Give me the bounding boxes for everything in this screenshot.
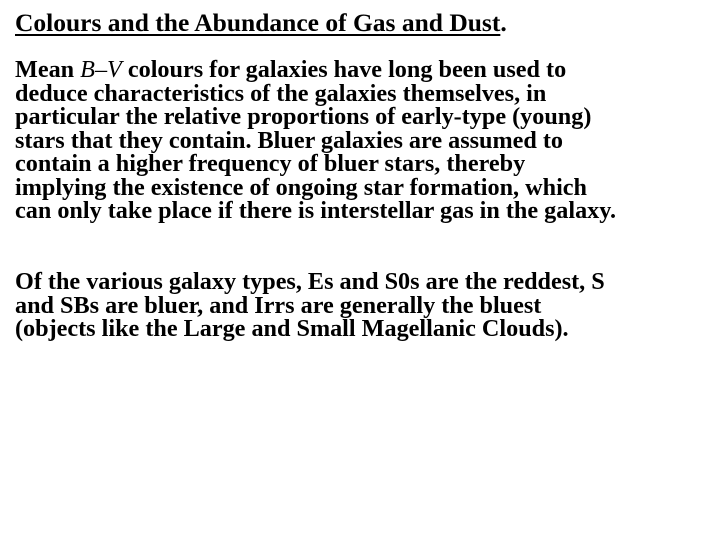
paragraph-1-line-4: stars that they contain. Bluer galaxies are assumed to xyxy=(15,126,564,154)
paragraph-1-line-1-prefix: Mean xyxy=(15,56,81,83)
slide-title xyxy=(15,6,507,40)
paragraph-1-line-3: particular the relative proportions of early-type (young) xyxy=(15,103,592,130)
paragraph-2-line-2: and SBs are bluer, and Irrs are generally the bluest xyxy=(15,291,542,319)
paragraph-2-line-3: (objects like the Large and Small Magellanic Clouds). xyxy=(15,315,569,342)
slide-title-text: Colours and the Abundance of Gas and Dust xyxy=(15,8,501,37)
b-minus-v-colour-index: B–V xyxy=(80,56,122,83)
slide-title-period: . xyxy=(500,8,507,37)
paragraph-1-line-2: deduce characteristics of the galaxies themselves, in xyxy=(15,79,547,107)
paragraph-2-line-1: Of the various galaxy types, Es and S0s are the reddest, S xyxy=(15,268,605,295)
paragraph-galaxy-type-colours xyxy=(15,270,720,341)
paragraph-1-line-1-suffix: colours for galaxies have long been used to xyxy=(121,56,567,83)
paragraph-colours-and-star-formation xyxy=(15,58,720,223)
paragraph-1-line-5: contain a higher frequency of bluer stars, thereby xyxy=(15,150,526,177)
paragraph-1-line-7: can only take place if there is interstellar gas in the galaxy. xyxy=(15,197,617,224)
paragraph-1-line-1 xyxy=(15,58,720,82)
paragraph-1-line-6: implying the existence of ongoing star formation, which xyxy=(15,173,587,201)
